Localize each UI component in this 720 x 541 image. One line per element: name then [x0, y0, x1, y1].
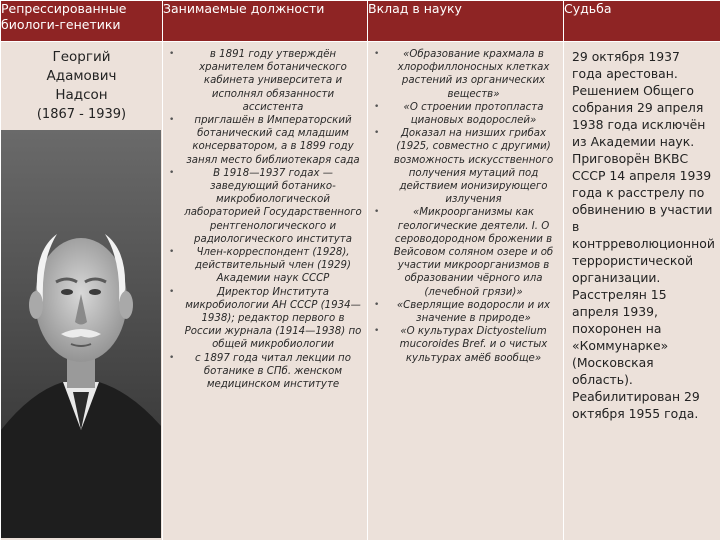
list-item: • Член-корреспондент (1928), действительный член (1929) Академии наук СССР: [167, 246, 363, 286]
list-item: • В 1918—1937 годах — заведующий ботанико-микробиологической лабораторией Государственного рентгенологического и радиологического института: [167, 167, 363, 246]
header-contribution: Вклад в науку: [368, 1, 564, 42]
bullet-icon: •: [169, 286, 174, 299]
list-item: • приглашён в Императорский ботанический сад младшим консерватором, а в 1899 году занял место библиотекаря сада: [167, 114, 363, 167]
list-item: • Доказал на низших грибах (1925, совместно с другими) возможность искусственного получения мутаций под действием ионизирующего излучения: [372, 127, 559, 206]
positions-list: [163, 42, 367, 391]
person-surname: Надсон: [1, 86, 162, 105]
bullet-icon: •: [374, 299, 379, 312]
list-item: • «Образование крахмала в хлорофиллоносных клетках растений из органических веществ»: [372, 48, 559, 101]
positions-cell: [163, 42, 368, 541]
list-item: • Директор Института микробиологии АН СССР (1934—1938); редактор первого в России журнала (1914—1938) по общей микробиологии: [167, 286, 363, 352]
list-item: • «О строении протопласта циановых водорослей»: [372, 101, 559, 127]
list-item: • «Микроорганизмы как геологические деятели. I. О сероводородном брожении в Вейсовом соляном озере и об участии микроорганизмов в образовании чёрного ила (лечебной грязи)»: [372, 206, 559, 298]
bullet-icon: •: [169, 167, 174, 180]
header-fate: Судьба: [564, 1, 720, 42]
list-item: • в 1891 году утверждён хранителем ботанического кабинета университета и исполнял обязанности ассистента: [167, 48, 363, 114]
bullet-icon: •: [374, 127, 379, 140]
list-item: • «Сверлящие водоросли и их значение в природе»: [372, 299, 559, 325]
list-item: • «О культурах Dictyostelium mucoroides Bref. и о чистых культурах амёб вообще»: [372, 325, 559, 365]
table-header-row: [1, 1, 720, 42]
bullet-icon: •: [169, 352, 174, 365]
portrait-photo: [1, 130, 161, 538]
person-patronymic: Адамович: [1, 67, 162, 86]
bullet-icon: •: [169, 246, 174, 259]
bullet-icon: •: [374, 48, 379, 61]
contribution-cell: [368, 42, 564, 541]
fate-text: 29 октября 1937 года арестован. Решением Общего собрания 29 апреля 1938 года исключён из Академии наук. Приговорён ВКВС СССР 14 апреля 1939 года к расстрелу по обвинению в участии в контрреволюционной террористической организации. Расстрелян 15 апреля 1939, похоронен на «Коммунарке» (Московская область). Реабилитирован 29 октября 1955 года.: [564, 42, 720, 422]
header-repressed-biologists: Репрессированные биологи-генетики: [1, 1, 163, 42]
person-name-block: [1, 42, 162, 124]
bullet-icon: •: [374, 206, 379, 219]
portrait-illustration: [1, 130, 161, 538]
header-positions: Занимаемые должности: [163, 1, 368, 42]
person-years: (1867 - 1939): [1, 105, 162, 124]
bullet-icon: •: [374, 101, 379, 114]
bullet-icon: •: [169, 48, 174, 61]
list-item: • с 1897 года читал лекции по ботанике в СПб. женском медицинском институте: [167, 352, 363, 392]
bullet-icon: •: [374, 325, 379, 338]
bullet-icon: •: [169, 114, 174, 127]
fate-cell: [564, 42, 720, 541]
person-first-name: Георгий: [1, 48, 162, 67]
contributions-list: [368, 42, 563, 365]
